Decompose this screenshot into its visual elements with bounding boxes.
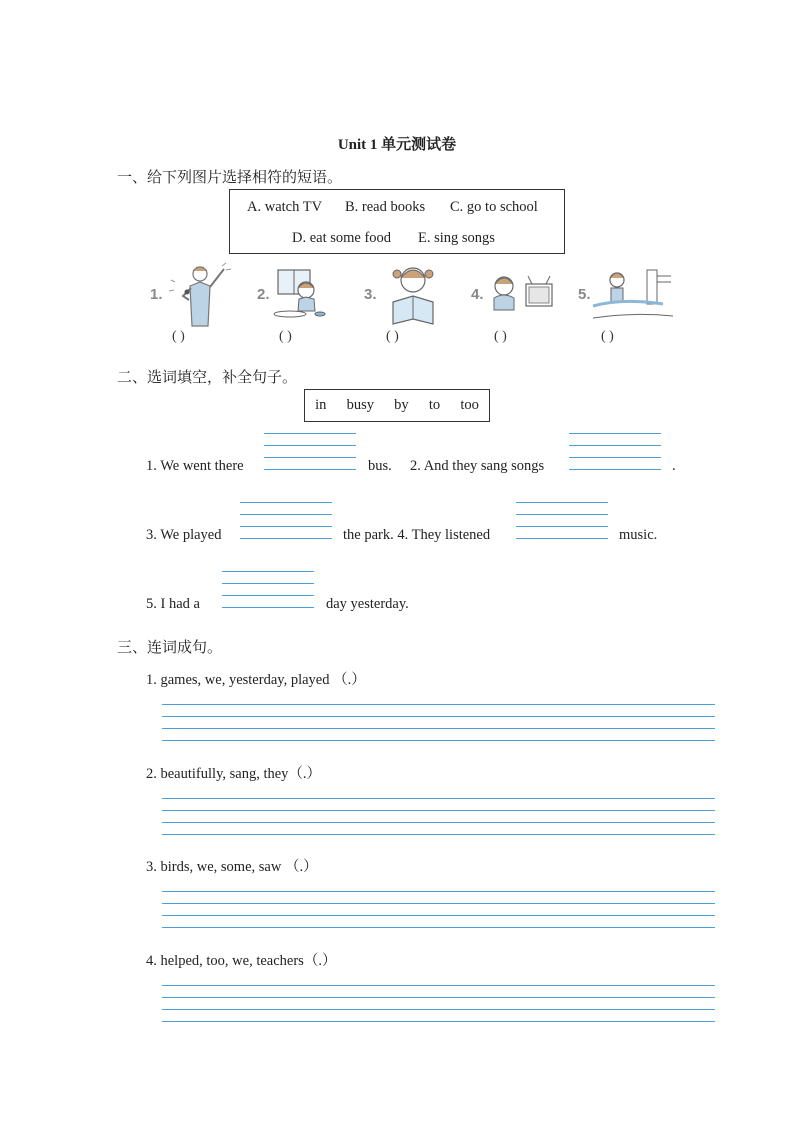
answer-lines-3[interactable]: [162, 891, 715, 927]
answer-lines-1[interactable]: [162, 704, 715, 740]
picture-number-3: 3.: [364, 286, 377, 303]
answer-paren-4: ( ): [494, 329, 507, 344]
word-bank: [304, 389, 490, 422]
rearrange-item-1: 1. games, we, yesterday, played （.）: [146, 672, 366, 688]
section-3-heading: 三、连词成句。: [117, 638, 223, 656]
word-in: in: [315, 397, 327, 413]
word-too: too: [460, 397, 479, 413]
option-b: B. read books: [345, 199, 426, 215]
blank-3[interactable]: [240, 502, 332, 538]
blank-5[interactable]: [222, 571, 314, 607]
blank-4[interactable]: [516, 502, 608, 538]
sentence-2-start: 2. And they sang songs: [410, 458, 545, 474]
answer-lines-2[interactable]: [162, 798, 715, 834]
sentence-5-end: day yesterday.: [326, 596, 409, 612]
word-to: to: [428, 397, 441, 413]
rearrange-item-2: 2. beautifully, sang, they（.）: [146, 766, 322, 782]
sentence-2-end: .: [672, 458, 676, 474]
section-2-heading: 二、选词填空，补全句子。: [117, 368, 298, 386]
sentence-1-end: bus.: [368, 458, 392, 474]
picture-number-2: 2.: [257, 286, 270, 303]
option-d: D. eat some food: [292, 230, 392, 246]
picture-number-1: 1.: [150, 286, 163, 303]
blank-2[interactable]: [569, 433, 661, 469]
answer-paren-3: ( ): [386, 329, 399, 344]
picture-number-4: 4.: [471, 286, 484, 303]
blank-1[interactable]: [264, 433, 356, 469]
picture-number-5: 5.: [578, 286, 591, 303]
answer-paren-2: ( ): [279, 329, 292, 344]
girl-reading-icon: [375, 262, 465, 332]
page-title: Unit 1 单元测试卷: [337, 137, 457, 153]
option-a: A. watch TV: [247, 199, 323, 215]
sentence-3-start: 3. We played: [146, 527, 222, 543]
answer-lines-4[interactable]: [162, 985, 715, 1021]
child-watching-tv-icon: [482, 262, 572, 332]
answer-paren-1: ( ): [172, 329, 185, 344]
sentence-3-end: the park. 4. They listened: [343, 527, 491, 543]
section-1-heading: 一、给下列图片选择相符的短语。: [117, 168, 343, 186]
word-busy: busy: [346, 397, 374, 413]
sentence-1-start: 1. We went there: [146, 458, 244, 474]
sentence-5-start: 5. I had a: [146, 596, 200, 612]
word-by: by: [394, 397, 409, 413]
singer-icon: [160, 262, 250, 332]
answer-paren-5: ( ): [601, 329, 614, 344]
girl-eating-icon: [268, 262, 358, 332]
options-box: [229, 189, 565, 254]
rearrange-item-3: 3. birds, we, some, saw （.）: [146, 859, 318, 875]
option-e: E. sing songs: [418, 230, 495, 246]
rearrange-item-4: 4. helped, too, we, teachers（.）: [146, 953, 337, 969]
boy-walking-to-school-icon: [589, 262, 679, 332]
option-c: C. go to school: [450, 199, 538, 215]
sentence-4-end: music.: [619, 527, 658, 543]
